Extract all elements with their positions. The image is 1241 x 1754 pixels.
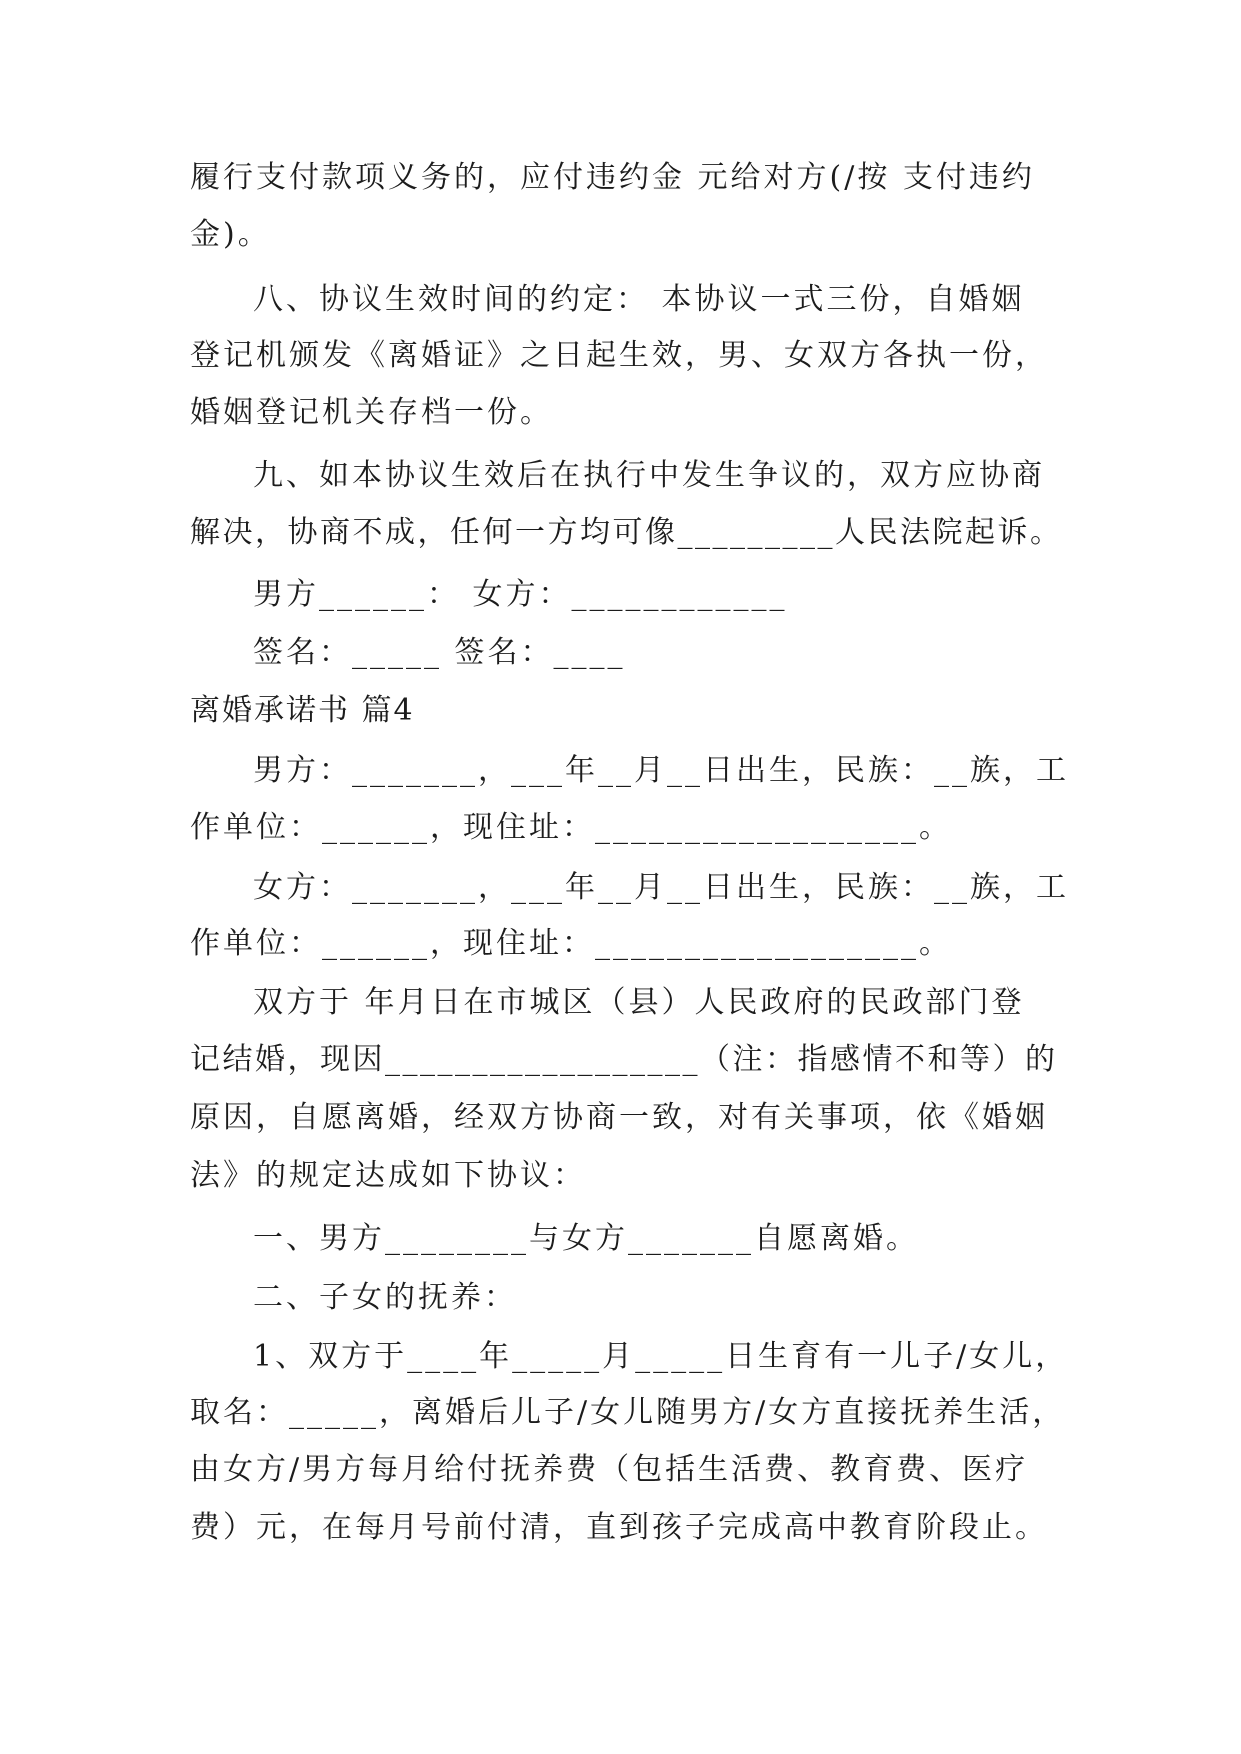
paragraph-line: 作单位：______，现住址：__________________。: [190, 810, 952, 845]
paragraph-line: 原因，自愿离婚，经双方协商一致，对有关事项，依《婚姻: [190, 1100, 1048, 1135]
section-heading: 离婚承诺书 篇4: [190, 693, 415, 728]
paragraph-line: 婚姻登记机关存档一份。: [190, 395, 553, 430]
paragraph-line: 费）元，在每月号前付清，直到孩子完成高中教育阶段止。: [190, 1510, 1048, 1545]
paragraph-line: 取名：_____，离婚后儿子/女儿随男方/女方直接抚养生活，: [190, 1395, 1066, 1430]
signature-line: 男方______： 女方：____________: [253, 577, 788, 612]
paragraph-line: 女方：_______，___年__月__日出生，民族：__族，工: [253, 870, 1069, 905]
paragraph-line: 作单位：______，现住址：__________________。: [190, 926, 952, 961]
paragraph-line: 解决，协商不成，任何一方均可像_________人民法院起诉。: [190, 515, 1063, 550]
paragraph-line: 八、协议生效时间的约定： 本协议一式三份，自婚姻: [253, 282, 1025, 317]
paragraph-line: 记结婚，现因__________________（注：指感情不和等）的: [190, 1042, 1058, 1077]
paragraph-line: 登记机颁发《离婚证》之日起生效，男、女双方各执一份，: [190, 338, 1048, 373]
paragraph-line: 1、双方于____年_____月_____日生育有一儿子/女儿，: [253, 1339, 1069, 1374]
paragraph-line: 一、男方________与女方_______自愿离婚。: [253, 1221, 919, 1256]
paragraph-line: 法》的规定达成如下协议：: [190, 1158, 586, 1193]
paragraph-line: 由女方/男方每月给付抚养费（包括生活费、教育费、医疗: [190, 1452, 1029, 1487]
paragraph-line: 二、子女的抚养：: [253, 1280, 517, 1315]
paragraph-line: 履行支付款项义务的，应付违约金 元给对方(/按 支付违约: [190, 160, 1035, 195]
paragraph-line: 男方：_______，___年__月__日出生，民族：__族，工: [253, 753, 1069, 788]
paragraph-line: 金)。: [190, 217, 271, 252]
paragraph-line: 双方于 年月日在市城区（县）人民政府的民政部门登: [253, 985, 1025, 1020]
signature-line: 签名：_____ 签名：____: [253, 635, 626, 670]
paragraph-line: 九、如本协议生效后在执行中发生争议的，双方应协商: [253, 458, 1045, 493]
